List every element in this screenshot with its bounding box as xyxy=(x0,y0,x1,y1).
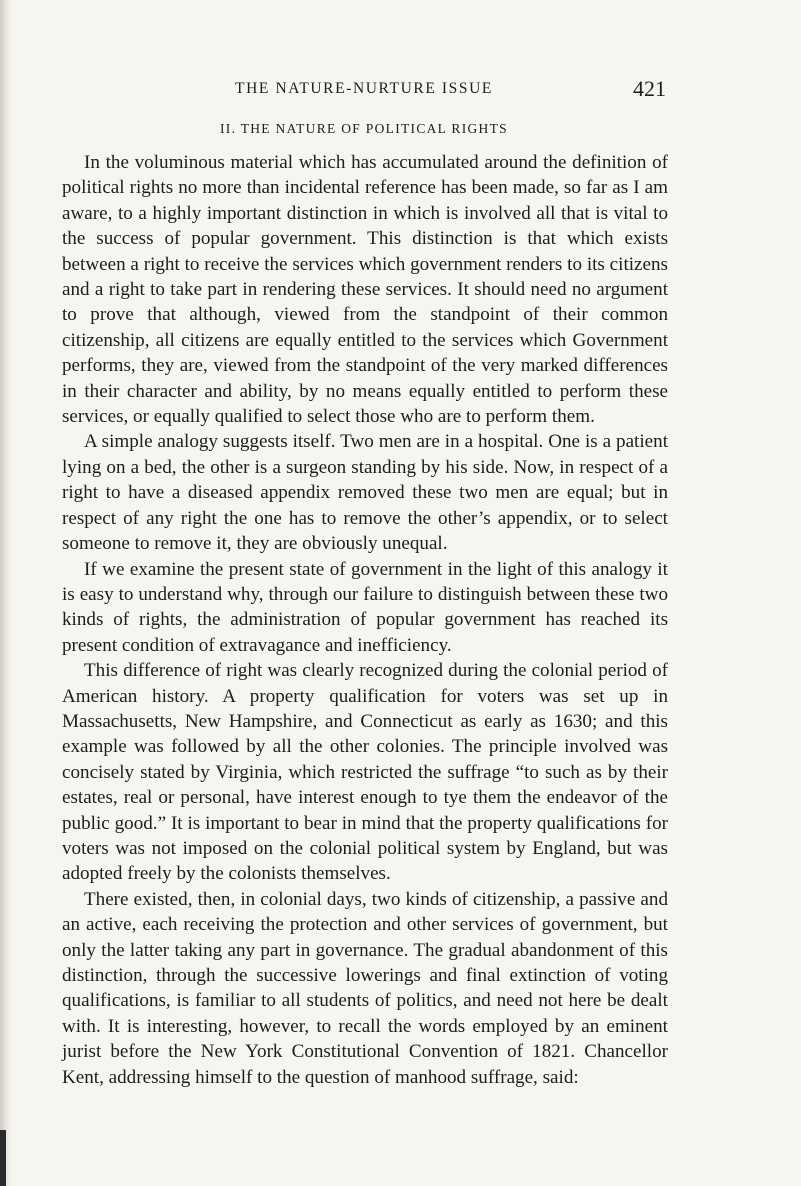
section-heading: II. THE NATURE OF POLITICAL RIGHTS xyxy=(220,121,508,136)
paragraph-1: In the voluminous material which has accumulated around the definition of political rights no more than incidental reference has been made, so far as I am aware, to a highly important distinction in which is involved all that is vital to the success of popular government. This distinction is that which exists between a right to receive the services which government renders to its citizens and a right to take part in rendering these services. It should need no argument to prove that although, viewed from the standpoint of their common citizenship, all citizens are equally entitled to the services which Government performs, they are, viewed from the standpoint of the very marked differences in their character and ability, by no means equally entitled to perform these services, or equally qualified to select those who are to perform them. xyxy=(62,152,668,428)
running-title: THE NATURE-NURTURE ISSUE xyxy=(235,80,493,97)
paragraph-4: This difference of right was clearly recognized during the colonial period of American history. A property qualification for voters was set up in Massachusetts, New Hampshire, and Connecticut as early as 1630; and this example was followed by all the other colonies. The principle involved was concisely stated by Virginia, which restricted the suffrage “to such as by their estates, real or personal, have interest enough to tye them the endeavor of the public good.” It is important to bear in mind that the property qualifications for voters was not imposed on the colonial political system by England, but was adopted freely by the colonists themselves. xyxy=(62,660,668,885)
paragraph-2: A simple analogy suggests itself. Two men are in a hospital. One is a patient lying on a bed, the other is a surgeon standing by his side. Now, in respect of a right to have a diseased appendix removed these two men are equal; but in respect of any right the one has to remove the other’s appendix, or to select someone to remove it, they are obviously unequal. xyxy=(62,431,668,555)
page-edge-mark xyxy=(0,1130,6,1186)
body-text xyxy=(62,150,668,1090)
page-number: 421 xyxy=(633,76,666,101)
paragraph-3: If we examine the present state of government in the light of this analogy it is easy to understand why, through our failure to distinguish between these two kinds of rights, the administration of popular government has reached its present condition of extravagance and inefficiency. xyxy=(62,558,668,656)
page-edge-shadow xyxy=(0,0,12,1186)
paragraph-5: There existed, then, in colonial days, two kinds of citizenship, a passive and an active, each receiving the protection and other services of government, but only the latter taking any part in governance. The gradual abandonment of this distinction, through the successive lowerings and final extinction of voting qualifications, is familiar to all students of politics, and need not here be dealt with. It is interesting, however, to recall the words employed by an eminent jurist before the New York Constitutional Convention of 1821. Chancellor Kent, addressing himself to the question of manhood suffrage, said: xyxy=(62,888,668,1088)
running-head xyxy=(62,76,666,104)
